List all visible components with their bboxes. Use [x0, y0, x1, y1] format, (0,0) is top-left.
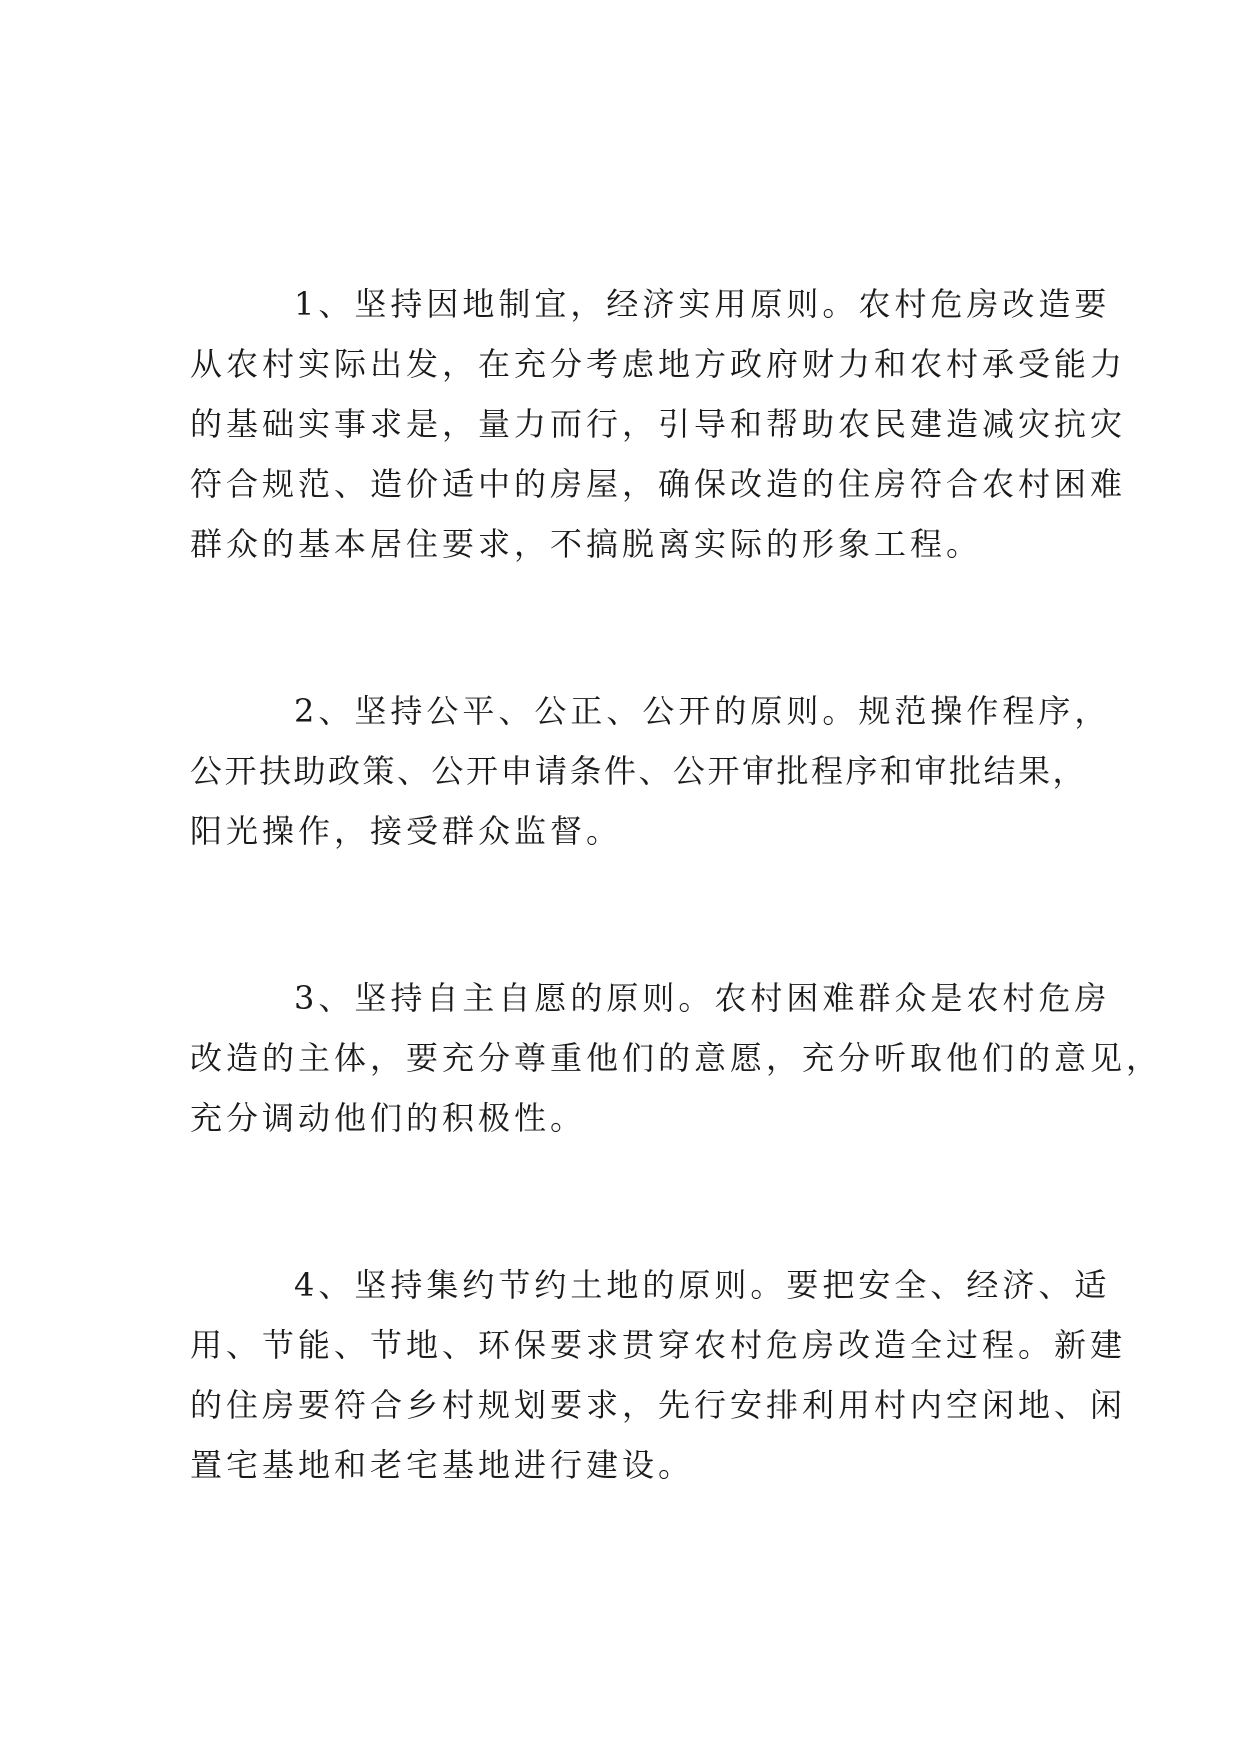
- paragraph-3: [190, 968, 1163, 1148]
- paragraph-line: 的基础实事求是，量力而行，引导和帮助农民建造减灾抗灾: [190, 405, 1127, 443]
- paragraph-line: 改造的主体，要充分尊重他们的意愿，充分听取他们的意见，: [190, 1039, 1163, 1077]
- paragraph-4: [190, 1255, 1127, 1495]
- paragraph-line: 公开扶助政策、公开申请条件、公开审批程序和审批结果，: [190, 752, 1088, 790]
- paragraph-line: 从农村实际出发，在充分考虑地方政府财力和农村承受能力: [190, 345, 1127, 383]
- paragraph-line: 2、坚持公平、公正、公开的原则。规范操作程序，: [294, 692, 1111, 730]
- paragraph-line: 阳光操作，接受群众监督。: [190, 812, 623, 850]
- paragraph-line: 充分调动他们的积极性。: [190, 1099, 587, 1137]
- paragraph-line: 3、坚持自主自愿的原则。农村困难群众是农村危房: [294, 979, 1111, 1017]
- paragraph-2: [190, 681, 1111, 861]
- paragraph-line: 的住房要符合乡村规划要求，先行安排利用村内空闲地、闲: [190, 1386, 1127, 1424]
- paragraph-line: 用、节能、节地、环保要求贯穿农村危房改造全过程。新建: [190, 1326, 1127, 1364]
- paragraph-line: 群众的基本居住要求，不搞脱离实际的形象工程。: [190, 525, 983, 563]
- paragraph-1: [190, 274, 1127, 574]
- paragraph-line: 1、坚持因地制宜，经济实用原则。农村危房改造要: [294, 285, 1111, 323]
- paragraph-line: 符合规范、造价适中的房屋，确保改造的住房符合农村困难: [190, 465, 1127, 503]
- paragraph-line: 4、坚持集约节约土地的原则。要把安全、经济、适: [294, 1266, 1111, 1304]
- paragraph-line: 置宅基地和老宅基地进行建设。: [190, 1446, 695, 1484]
